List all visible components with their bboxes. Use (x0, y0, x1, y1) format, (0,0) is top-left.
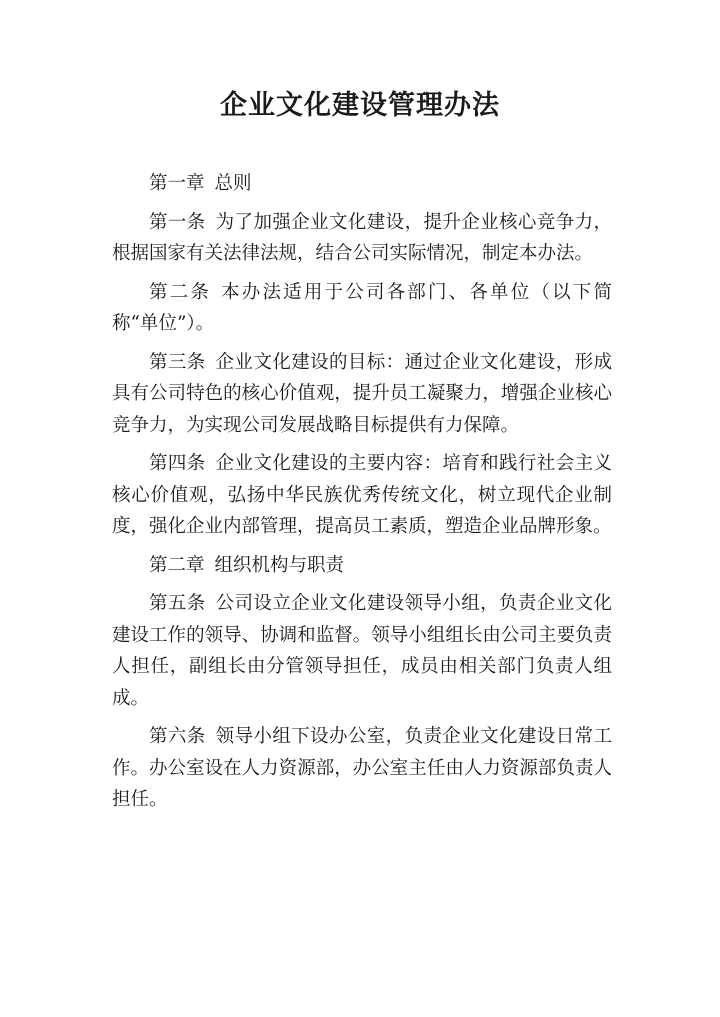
article-paragraph (112, 448, 612, 550)
article-paragraph (112, 347, 612, 449)
document-title: 企业文化建设管理办法 (220, 90, 500, 121)
chapter-label: 第二章 (149, 554, 205, 576)
article-paragraph (112, 207, 612, 277)
document-body (112, 168, 612, 823)
article-label: 第三条 (149, 351, 206, 373)
chapter-heading (112, 168, 612, 207)
article-paragraph (112, 721, 612, 823)
article-label: 第六条 (149, 726, 206, 747)
article-text: 本办法适用于公司各部门、各单位（以下简称“单位”）。 (112, 281, 612, 334)
chapter-title: 总则 (214, 173, 252, 194)
article-label: 第一条 (149, 211, 206, 233)
article-label: 第五条 (149, 593, 206, 614)
article-label: 第二条 (149, 281, 212, 303)
chapter-title: 组织机构与职责 (214, 554, 345, 576)
article-text: 企业文化建设的主要内容：培育和践行社会主义核心价值观，弘扬中华民族优秀传统文化，树立现代企业制度，强化企业内部管理，提高员工素质，塑造企业品牌形象。 (112, 453, 612, 537)
article-paragraph (112, 588, 612, 721)
chapter-heading (112, 550, 612, 589)
article-label: 第四条 (149, 453, 206, 474)
article-text: 企业文化建设的目标：通过企业文化建设，形成具有公司特色的核心价值观，提升员工凝聚力，增强企业核心竞争力，为实现公司发展战略目标提供有力保障。 (112, 351, 612, 436)
article-text: 公司设立企业文化建设领导小组，负责企业文化建设工作的领导、协调和监督。领导小组组长由公司主要负责人担任，副组长由分管领导担任，成员由相关部门负责人组成。 (112, 593, 612, 709)
article-text: 领导小组下设办公室，负责企业文化建设日常工作。办公室设在人力资源部，办公室主任由人力资源部负责人担任。 (112, 726, 612, 810)
article-text: 为了加强企业文化建设，提升企业核心竞争力，根据国家有关法律法规，结合公司实际情况，制定本办法。 (112, 211, 612, 264)
article-paragraph (112, 277, 612, 347)
chapter-label: 第一章 (149, 173, 205, 194)
